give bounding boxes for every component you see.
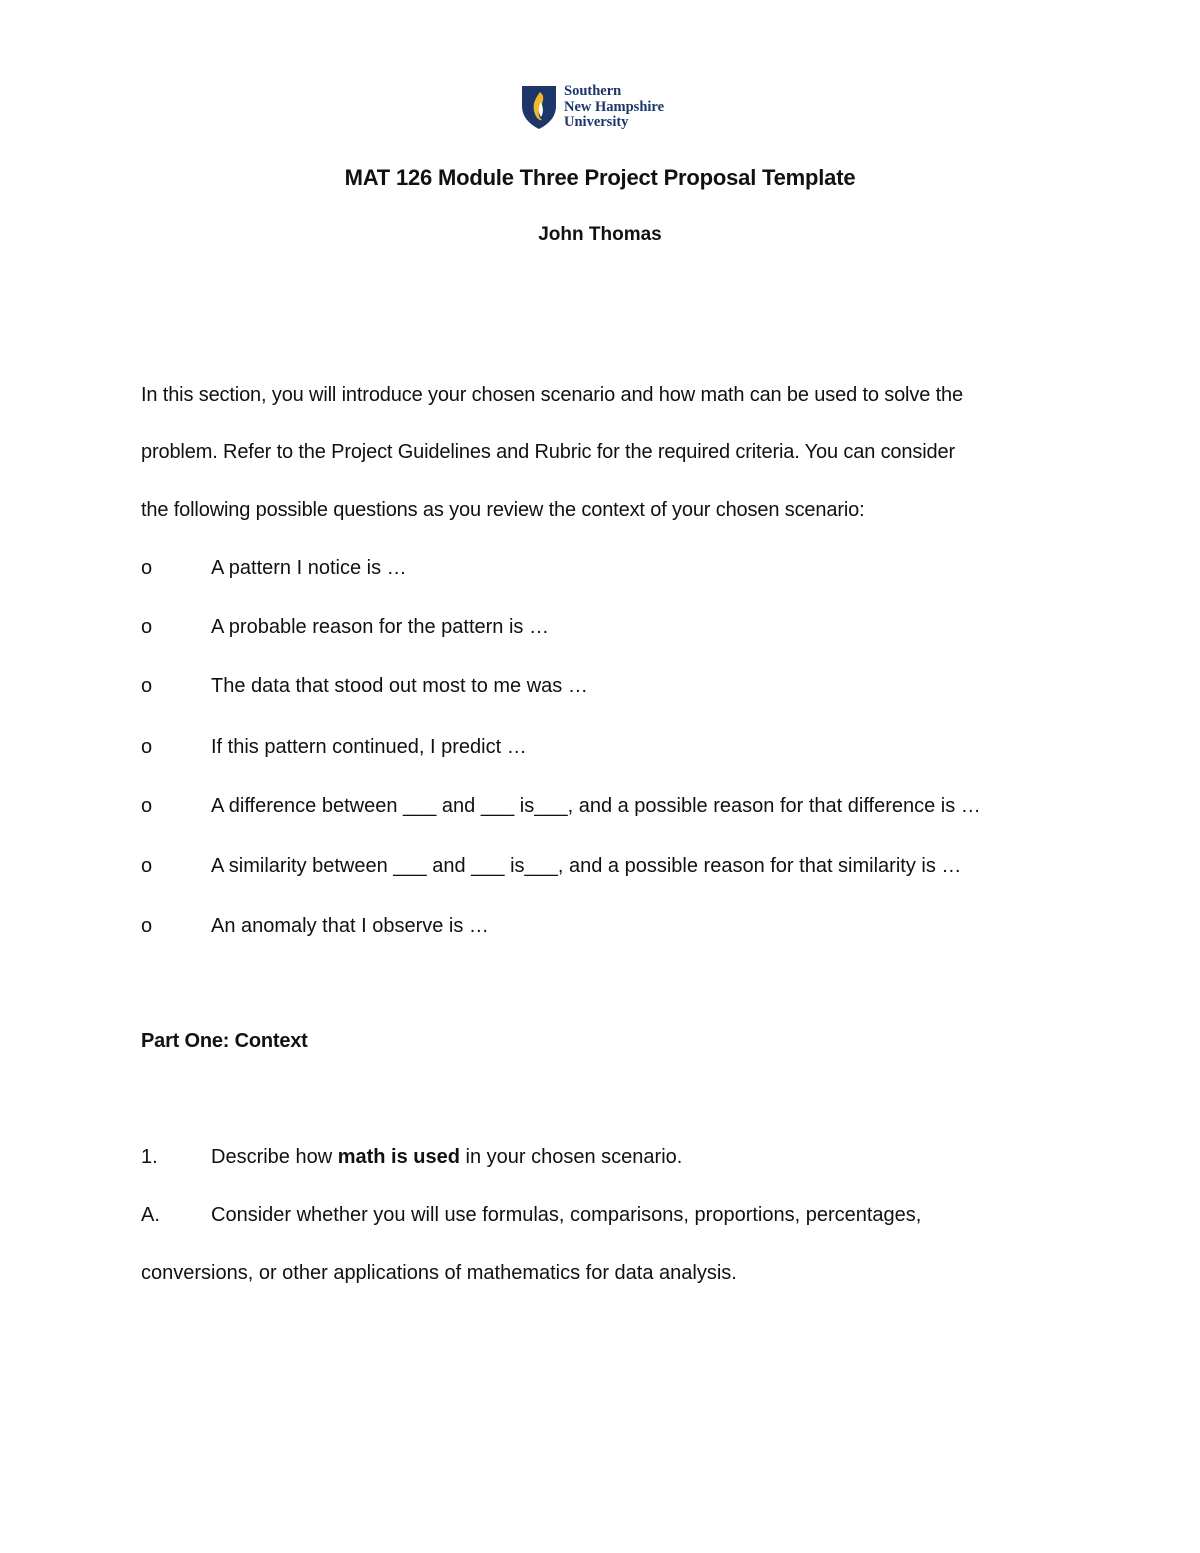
document-title: MAT 126 Module Three Project Proposal Template bbox=[344, 165, 856, 190]
logo-line-3: University bbox=[564, 114, 629, 130]
item-text-continuation: conversions, or other applications of mathematics for data analysis. bbox=[141, 1262, 737, 1284]
bullet-text: If this pattern continued, I predict … bbox=[211, 736, 527, 758]
bullet-mark: o bbox=[141, 915, 153, 937]
list-item bbox=[141, 736, 527, 759]
bullet-mark: o bbox=[141, 855, 153, 877]
item-number: 1. bbox=[141, 1146, 158, 1168]
bullet-text: A pattern I notice is … bbox=[211, 557, 407, 579]
bullet-mark: o bbox=[141, 736, 153, 758]
item-text: Consider whether you will use formulas, comparisons, proportions, percentages, bbox=[211, 1204, 922, 1226]
bullet-mark: o bbox=[141, 795, 153, 817]
lettered-item-a bbox=[141, 1204, 921, 1227]
snhu-logo bbox=[521, 84, 664, 130]
list-item bbox=[141, 557, 407, 580]
list-item bbox=[141, 795, 981, 818]
bullet-text: A probable reason for the pattern is … bbox=[211, 616, 549, 638]
bullet-mark: o bbox=[141, 675, 153, 697]
item-text-emphasis: math is used bbox=[337, 1146, 460, 1168]
item-text-pre: Describe how bbox=[211, 1146, 338, 1168]
item-text bbox=[211, 1146, 682, 1169]
bullet-mark: o bbox=[141, 616, 153, 638]
list-item bbox=[141, 915, 489, 938]
section-heading: Part One: Context bbox=[141, 1030, 308, 1052]
document-author: John Thomas bbox=[538, 224, 662, 245]
intro-line-2: problem. Refer to the Project Guidelines and Rubric for the required criteria. You can consider bbox=[141, 441, 955, 463]
bullet-mark: o bbox=[141, 557, 153, 579]
shield-flame-icon bbox=[521, 84, 557, 130]
item-letter: A. bbox=[141, 1204, 160, 1226]
list-item bbox=[141, 616, 549, 639]
bullet-text: A difference between ___ and ___ is___, and a possible reason for that difference is … bbox=[211, 795, 981, 817]
logo-line-2: New Hampshire bbox=[564, 98, 665, 115]
bullet-text: An anomaly that I observe is … bbox=[211, 915, 489, 937]
logo-line-1: Southern bbox=[564, 83, 622, 99]
item-text-post: in your chosen scenario. bbox=[459, 1146, 683, 1168]
list-item bbox=[141, 675, 588, 698]
list-item bbox=[141, 855, 961, 878]
bullet-text: The data that stood out most to me was … bbox=[211, 675, 588, 697]
logo-wordmark bbox=[564, 84, 664, 131]
intro-line-3: the following possible questions as you review the context of your chosen scenario: bbox=[141, 499, 865, 521]
bullet-text: A similarity between ___ and ___ is___, and a possible reason for that similarity is … bbox=[211, 855, 962, 877]
intro-line-1: In this section, you will introduce your chosen scenario and how math can be used to solve the bbox=[141, 384, 963, 406]
numbered-item-1 bbox=[141, 1146, 682, 1169]
